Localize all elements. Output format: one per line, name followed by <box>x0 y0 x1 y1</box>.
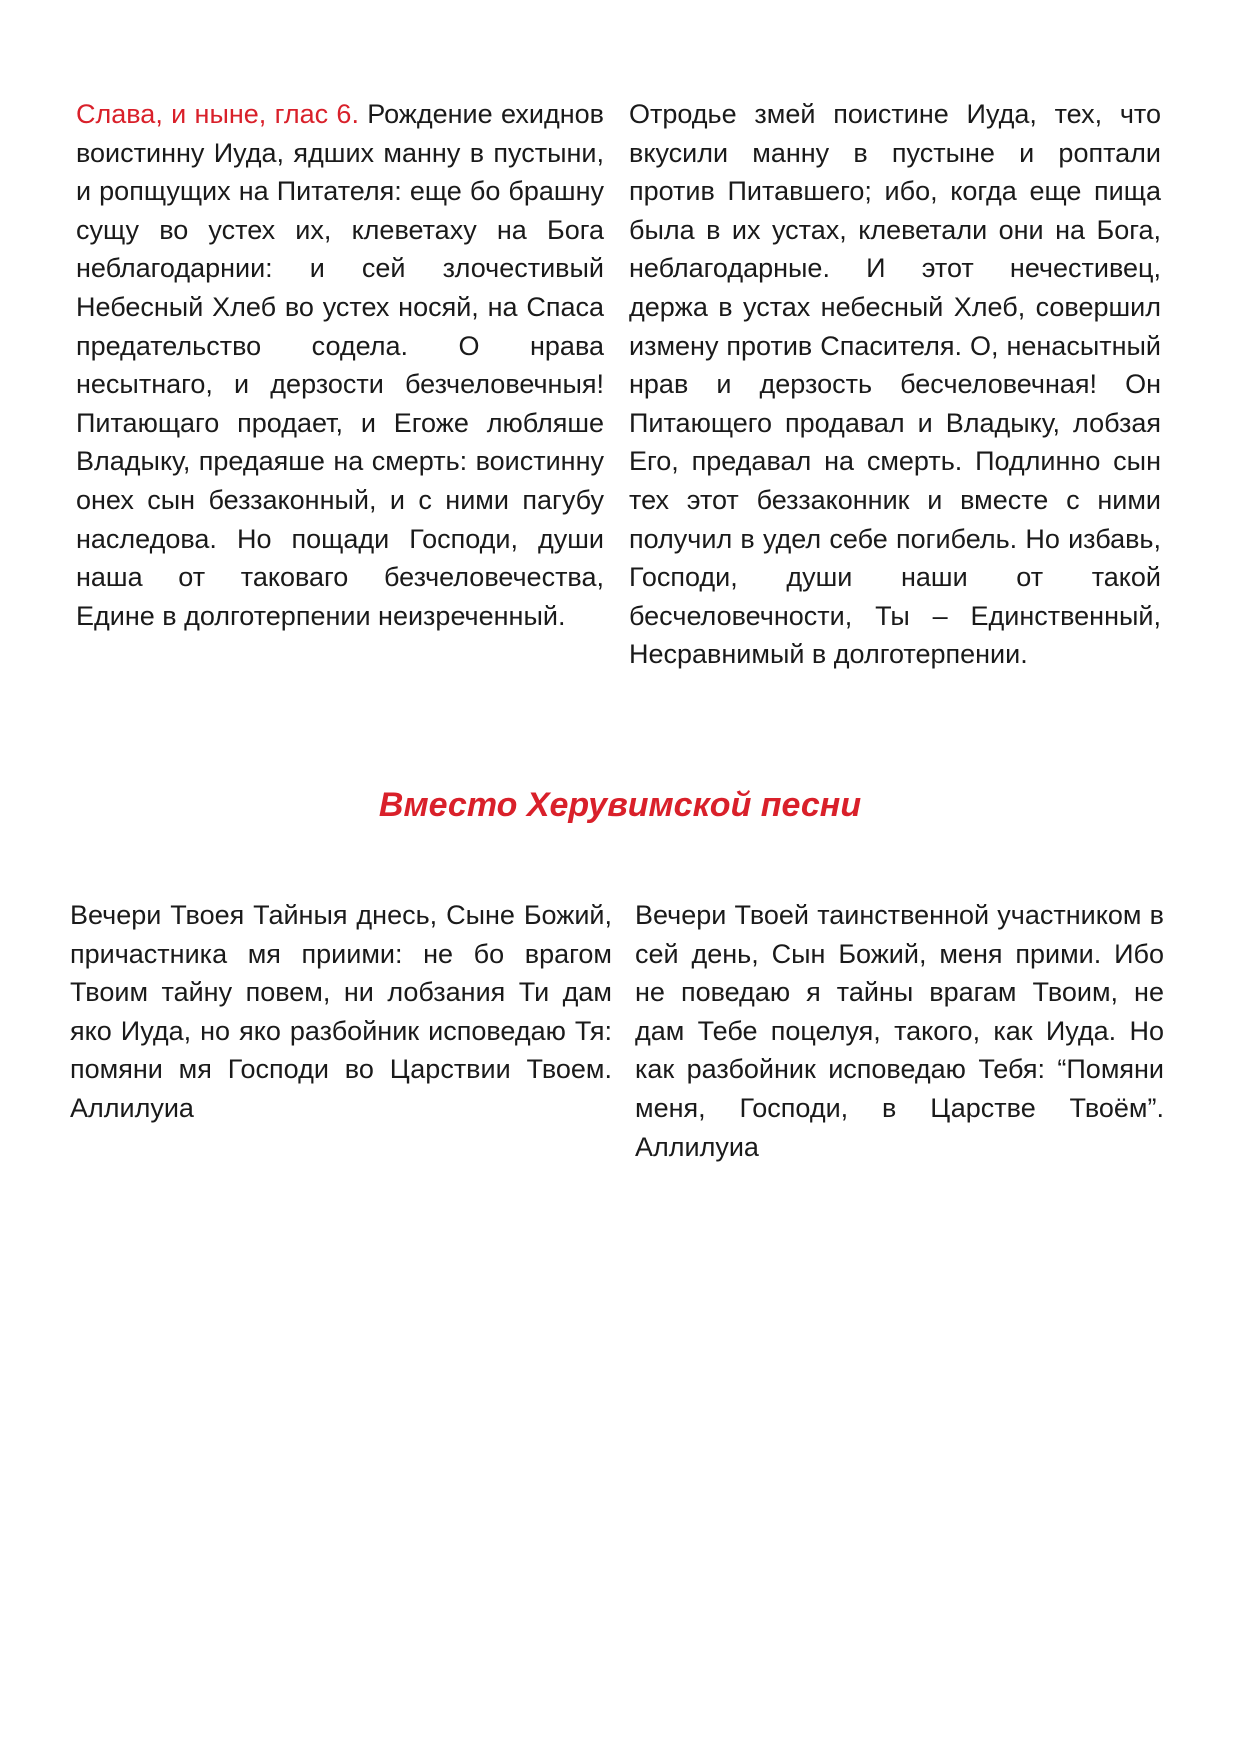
church-slavonic-text: Рождение ехиднов воистинну Иуда, ядших манну в пустыни, и ропщущих на Питателя: еще бо брашну сущу во устех их, клеветаху на Бога неблагодарнии: и сей злочестивый Небесный Хлеб во устех носяй, на Спаса предательство содела. О нрава несытнаго, и дерзости безчеловечныя! Питающаго продает, и Егоже любляше Владыку, предаяше на смерть: воистинну онех сын беззаконный, и с ними пагубу наследова. Но пощади Господи, души наша от таковаго безчеловечества, Едине в долготерпении неизреченный. <box>76 99 604 631</box>
rubric-label: Слава, и ныне, глас 6. <box>76 99 359 129</box>
russian-translation-text: Вечери Твоей таинственной участником в сей день, Сын Божий, меня прими. Ибо не поведаю я тайны врагам Твоим, не дам Тебе поцелуя, такого, как Иуда. Но как разбойник исповедаю Тебя: “Помяни меня, Господи, в Царстве Твоём”. Аллилуиа <box>635 900 1164 1162</box>
church-slavonic-cherubic-replacement <box>70 896 612 1128</box>
church-slavonic-text: Вечери Твоея Тайныя днесь, Сыне Божий, причастника мя приими: не бо врагом Твоим тайну повем, ни лобзания Ти дам яко Иуда, но яко разбойник исповедаю Тя: помяни мя Господи во Царствии Твоем. Аллилуиа <box>70 900 612 1123</box>
church-slavonic-stichera <box>76 95 604 635</box>
section-heading: Вместо Херувимской песни <box>378 786 862 824</box>
russian-translation-cherubic-replacement <box>635 896 1164 1166</box>
russian-translation-text: Отродье змей поистине Иуда, тех, что вкусили манну в пустыне и роптали против Питавшего; ибо, когда еще пища была в их устах, клеветали они на Бога, неблагодарные. И этот нечестивец, держа в устах небесный Хлеб, совершил измену против Спасителя. О, ненасытный нрав и дерзость бесчеловечная! Он Питающего продавал и Владыку, лобзая Его, предавал на смерть. Подлинно сын тех этот беззаконник и вместе с ними получил в удел себе погибель. Но избавь, Господи, души наши от такой бесчеловечности, Ты – Единственный, Несравнимый в долготерпении. <box>629 99 1161 670</box>
russian-translation-stichera <box>629 95 1161 674</box>
